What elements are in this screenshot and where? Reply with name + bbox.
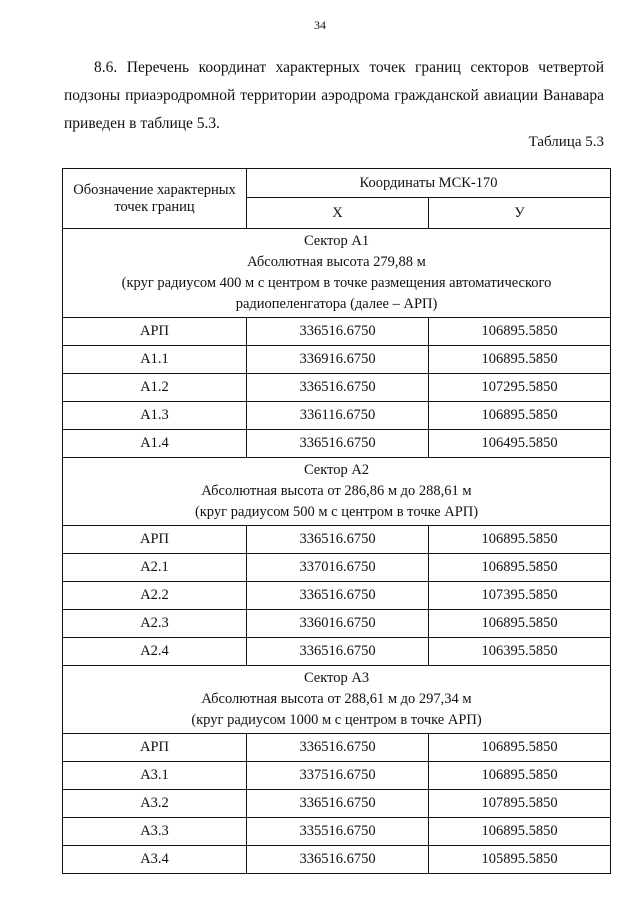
table-row — [63, 346, 611, 374]
cell-y: 107895.5850 — [429, 790, 611, 818]
table-body — [63, 229, 611, 874]
sector-header-row — [63, 458, 611, 526]
table-row — [63, 818, 611, 846]
table-row — [63, 734, 611, 762]
cell-x: 337516.6750 — [247, 762, 429, 790]
cell-point: А1.2 — [63, 374, 247, 402]
table-row — [63, 402, 611, 430]
cell-y: 106895.5850 — [429, 818, 611, 846]
cell-y: 107395.5850 — [429, 582, 611, 610]
sector-desc: (круг радиусом 400 м с центром в точке размещения автоматического радиопеленгатора (далее – АРП) — [121, 275, 552, 312]
intro-paragraph: 8.6. Перечень координат характерных точек границ секторов четвертой подзоны приаэродромной территории аэродрома гражданской авиации Ванавара приведен в таблице 5.3. — [64, 59, 604, 132]
sector-desc: (круг радиусом 500 м с центром в точке АРП) — [194, 504, 479, 520]
cell-x: 336516.6750 — [247, 790, 429, 818]
table-caption: Таблица 5.3 — [528, 134, 604, 150]
cell-y: 106895.5850 — [429, 610, 611, 638]
cell-y: 107295.5850 — [429, 374, 611, 402]
cell-y: 106895.5850 — [429, 318, 611, 346]
table-row — [63, 846, 611, 874]
sector-title: Сектор А3 — [303, 670, 370, 686]
header-x: Х — [247, 198, 429, 229]
cell-x: 336516.6750 — [247, 734, 429, 762]
table-row — [63, 582, 611, 610]
cell-x: 335516.6750 — [247, 818, 429, 846]
cell-y: 106895.5850 — [429, 762, 611, 790]
cell-point: А1.3 — [63, 402, 247, 430]
cell-x: 336516.6750 — [247, 638, 429, 666]
cell-x: 336516.6750 — [247, 582, 429, 610]
sector-title: Сектор А1 — [303, 233, 370, 249]
cell-point: А3.4 — [63, 846, 247, 874]
header-point: Обозначение характерных точек границ — [63, 169, 247, 229]
cell-point: А1.4 — [63, 430, 247, 458]
cell-x: 336116.6750 — [247, 402, 429, 430]
cell-point: А2.2 — [63, 582, 247, 610]
cell-point: АРП — [63, 734, 247, 762]
cell-x: 336916.6750 — [247, 346, 429, 374]
table-row — [63, 610, 611, 638]
sector-desc: (круг радиусом 1000 м с центром в точке АРП) — [191, 712, 482, 728]
cell-x: 336516.6750 — [247, 374, 429, 402]
cell-x: 336516.6750 — [247, 430, 429, 458]
cell-y: 106395.5850 — [429, 638, 611, 666]
cell-point: А1.1 — [63, 346, 247, 374]
sector-altitude: Абсолютная высота от 288,61 м до 297,34 м — [201, 691, 472, 707]
cell-point: АРП — [63, 318, 247, 346]
table-row — [63, 318, 611, 346]
cell-x: 337016.6750 — [247, 554, 429, 582]
cell-point: АРП — [63, 526, 247, 554]
sector-header-row — [63, 666, 611, 734]
page-number: 34 — [314, 18, 326, 32]
sector-altitude: Абсолютная высота 279,88 м — [247, 254, 426, 270]
cell-y: 106895.5850 — [429, 734, 611, 762]
header-y: У — [429, 198, 611, 229]
cell-point: А3.2 — [63, 790, 247, 818]
sector-header-row — [63, 229, 611, 318]
table-row — [63, 638, 611, 666]
cell-x: 336016.6750 — [247, 610, 429, 638]
table-row — [63, 526, 611, 554]
table-row — [63, 762, 611, 790]
cell-y: 106495.5850 — [429, 430, 611, 458]
table-row — [63, 554, 611, 582]
cell-y: 106895.5850 — [429, 554, 611, 582]
cell-x: 336516.6750 — [247, 526, 429, 554]
cell-y: 106895.5850 — [429, 526, 611, 554]
cell-x: 336516.6750 — [247, 846, 429, 874]
cell-point: А2.1 — [63, 554, 247, 582]
cell-point: А3.1 — [63, 762, 247, 790]
coordinates-table — [62, 168, 611, 874]
header-coord-group: Координаты МСК-170 — [247, 169, 611, 198]
cell-y: 105895.5850 — [429, 846, 611, 874]
cell-point: А2.3 — [63, 610, 247, 638]
cell-point: А2.4 — [63, 638, 247, 666]
cell-y: 106895.5850 — [429, 346, 611, 374]
cell-x: 336516.6750 — [247, 318, 429, 346]
sector-altitude: Абсолютная высота от 286,86 м до 288,61 м — [201, 483, 472, 499]
cell-y: 106895.5850 — [429, 402, 611, 430]
table-row — [63, 374, 611, 402]
sector-title: Сектор А2 — [303, 462, 370, 478]
table-row — [63, 430, 611, 458]
cell-point: А3.3 — [63, 818, 247, 846]
table-row — [63, 790, 611, 818]
